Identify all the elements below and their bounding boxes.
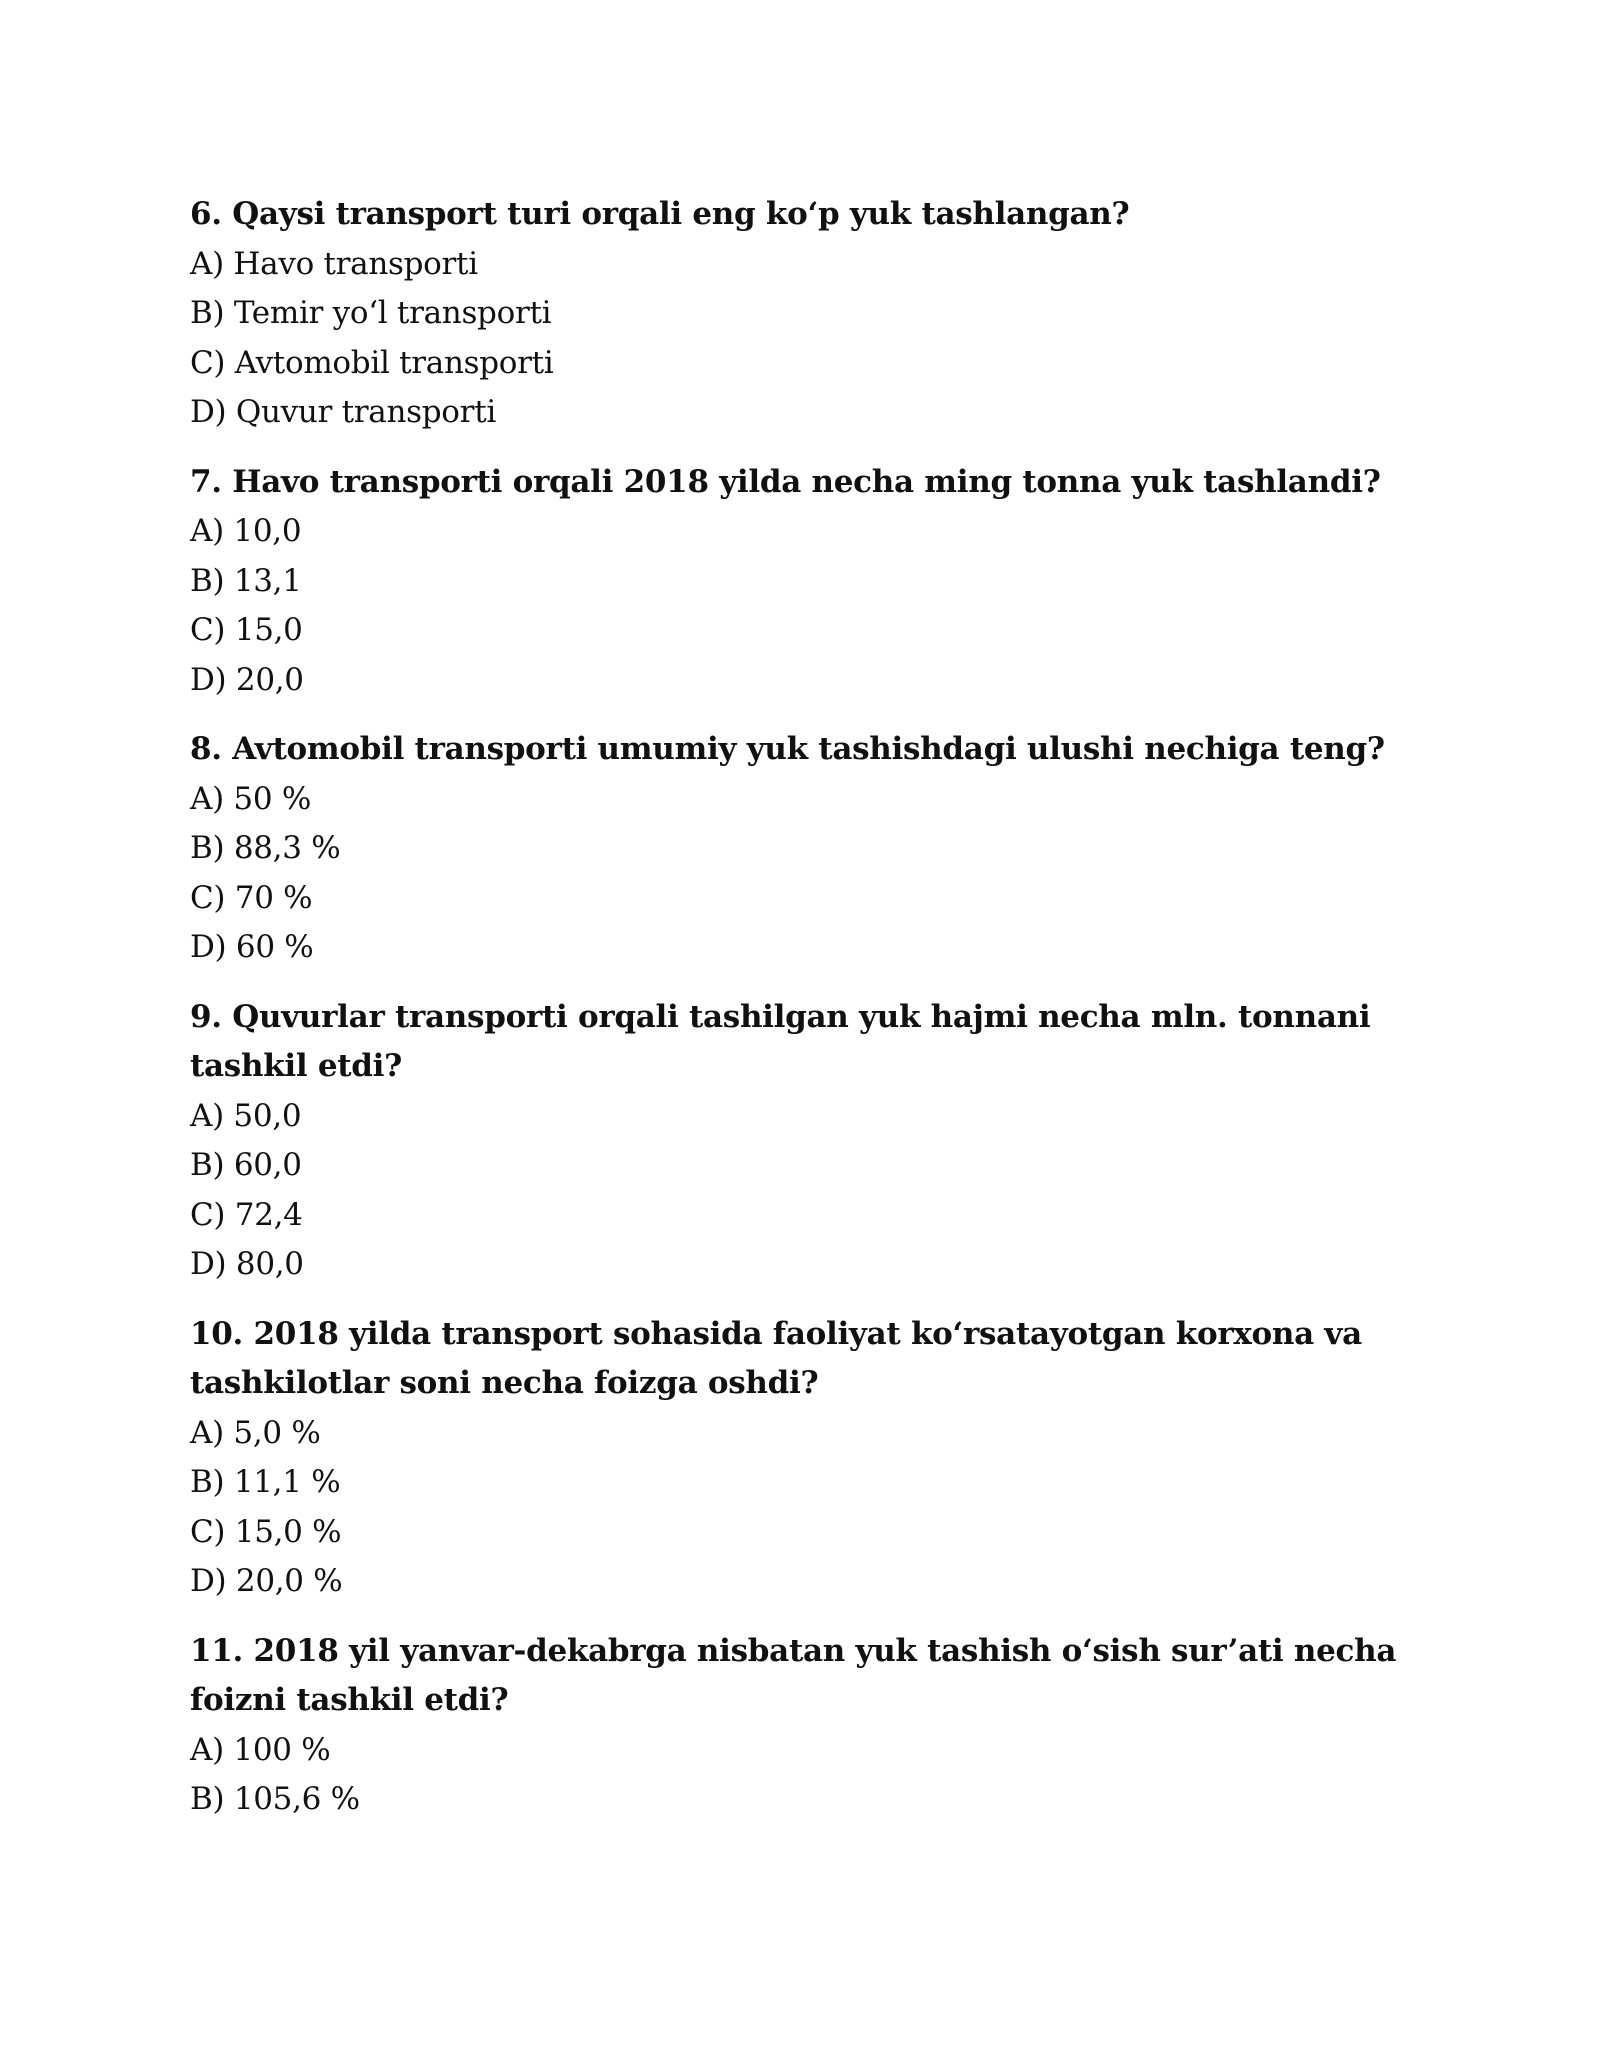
answer-option-d: D) 60 % bbox=[190, 929, 314, 965]
answer-option-c: C) Avtomobil transporti bbox=[190, 344, 554, 381]
answer-option-b: B) Temir yo‘l transporti bbox=[190, 295, 552, 331]
answer-option-c: C) 15,0 % bbox=[190, 1513, 342, 1550]
question-title: 9. Quvurlar transporti orqali tashilgan yuk hajmi necha mln. tonnani tashkil etdi? bbox=[190, 998, 1371, 1084]
question-title: 8. Avtomobil transporti umumiy yuk tashishdagi ulushi nechiga teng? bbox=[190, 731, 1385, 767]
answer-option-a: A) Havo transporti bbox=[190, 245, 478, 282]
answer-option-a: A) 50 % bbox=[190, 780, 311, 817]
answer-option-c: C) 15,0 bbox=[190, 612, 303, 648]
question-11 bbox=[190, 1627, 1430, 1825]
answer-option-b: B) 105,6 % bbox=[190, 1781, 360, 1817]
answer-option-b: B) 11,1 % bbox=[190, 1464, 341, 1500]
quiz-page bbox=[190, 190, 1430, 1845]
answer-option-a: A) 5,0 % bbox=[190, 1414, 321, 1451]
answer-option-d: D) 20,0 bbox=[190, 661, 304, 698]
answer-option-d: D) Quvur transporti bbox=[190, 394, 496, 430]
answer-option-a: A) 50,0 bbox=[190, 1097, 302, 1134]
question-title: 6. Qaysi transport turi orqali eng ko‘p yuk tashlangan? bbox=[190, 196, 1130, 232]
question-7 bbox=[190, 458, 1430, 706]
answer-option-a: A) 100 % bbox=[190, 1731, 331, 1768]
answer-option-b: B) 88,3 % bbox=[190, 830, 341, 866]
answer-option-a: A) 10,0 bbox=[190, 513, 302, 549]
answer-option-c: C) 72,4 bbox=[190, 1196, 303, 1233]
question-9 bbox=[190, 993, 1430, 1290]
question-10 bbox=[190, 1310, 1430, 1607]
question-6 bbox=[190, 190, 1430, 438]
answer-option-b: B) 60,0 bbox=[190, 1147, 302, 1183]
question-title: 7. Havo transporti orqali 2018 yilda necha ming tonna yuk tashlandi? bbox=[190, 463, 1381, 500]
answer-option-d: D) 20,0 % bbox=[190, 1563, 343, 1599]
question-8 bbox=[190, 725, 1430, 973]
answer-option-b: B) 13,1 bbox=[190, 562, 302, 599]
answer-option-c: C) 70 % bbox=[190, 879, 313, 916]
answer-option-d: D) 80,0 bbox=[190, 1246, 304, 1282]
question-title: 10. 2018 yilda transport sohasida faoliyat ko‘rsatayotgan korxona va tashkilotlar soni necha foizga oshdi? bbox=[190, 1315, 1362, 1401]
question-title: 11. 2018 yil yanvar-dekabrga nisbatan yuk tashish o‘sish sur’ati necha foizni tashkil etdi? bbox=[190, 1632, 1397, 1718]
